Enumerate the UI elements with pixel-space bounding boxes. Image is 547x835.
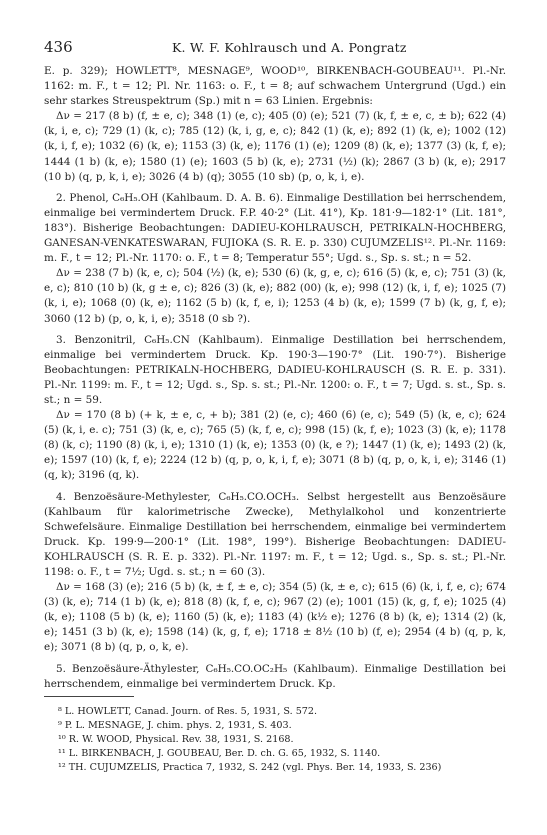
footnote-9: ⁹ P. L. MESNAGE, J. chim. phys. 2, 1931, S. 403. [58,719,292,731]
paragraph-aethylester: 5. Benzoësäure-Äthylester, C₆H₅.CO.OC₂H₅ (Kahlbaum). Einmalige Destillation bei herrschendem, einmalige bei vermindertem Druck. Kp. [44,662,506,690]
footnote-rule [44,696,134,697]
running-title: K. W. F. Kohlrausch und A. Pongratz [172,40,407,55]
page-number: 436 [44,38,73,56]
paragraph-phenol: 2. Phenol, C₆H₅.OH (Kahlbaum. D. A. B. 6). Einmalige Destillation bei herrschendem, einmalige bei vermindertem Druck. F.P. 40·2° (Lit. 41°), Kp. 181·9—182·1° (Lit. 181°, 183°). Bisherige Beobachtungen: DADIEU-KOHLRAUSCH, PETRIKALN-HOCHBERG, GANESAN-VENKATESWARAN, FUJIOKA (S. R. E. p. 330) CUJUMZELIS¹². Pl.-Nr. 1169: m. F., t = 12; Pl.-Nr. 1170: o. F., t = 8; Temperatur 55°; Ugd. s., Sp. s. st.; n = 52. [44,191,506,265]
page [44,38,506,775]
page-header [44,38,506,64]
footnote-11: ¹¹ L. BIRKENBACH, J. GOUBEAU, Ber. D. ch. G. 65, 1932, S. 1140. [58,747,381,759]
paragraph-phenol-shifts: Δν = 238 (7 b) (k, e, c); 504 (½) (k, e); 530 (6) (k, g, e, c); 616 (5) (k, e, c); 751 (3) (k, e, c); 810 (10 b) (k, g ± e, c); 826 (3) (k, e); 882 (00) (k, e); 998 (12) (k, i, f, e); 1025 (7) (k, i, e); 1068 (0) (k, e); 1162 (5 b) (k, f, e, i); 1253 (4 b) (k, e); 1599 (7 b) (k, g, f, e); 3060 (12 b) (p, o, k, i, e); 3518 (0 sb ?). [44,267,506,325]
paragraph-howlett: E. p. 329); HOWLETT⁸, MESNAGE⁹, WOOD¹⁰, BIRKENBACH-GOUBEAU¹¹. Pl.-Nr. 1162: m. F., t = 12; Pl. Nr. 1163: o. F., t = 8; auf schwachem Untergrund (Ugd.) ein sehr starkes Streuspektrum (Sp.) mit n = 63 Linien. Ergebnis: [44,65,506,108]
footnote-12: ¹² TH. CUJUMZELIS, Practica 7, 1932, S. 242 (vgl. Phys. Ber. 14, 1933, S. 236) [58,761,442,773]
footnote-10: ¹⁰ R. W. WOOD, Physical. Rev. 38, 1931, S. 2168. [58,733,294,745]
footnote-8: ⁸ L. HOWLETT, Canad. Journ. of Res. 5, 1931, S. 572. [58,705,318,717]
paragraph-methylester: 4. Benzoësäure-Methylester, C₆H₅.CO.OCH₃. Selbst hergestellt aus Benzoësäure (Kahlbaum für kalorimetrische Zwecke), Methylalkohol und konzentrierte Schwefelsäure. Einmalige Destillation bei herrschendem, einmalige bei vermindertem Druck. Kp. 199·9—200·1° (Lit. 198°, 199°). Bisherige Beobachtungen: DADIEU-KOHLRAUSCH (S. R. E. p. 332). Pl.-Nr. 1197: m. F., t = 12; Ugd. s., Sp. s. st.; Pl.-Nr. 1198: o. F., t = 7½; Ugd. s. st.; n = 60 (3). [44,490,506,578]
paragraph-methylester-shifts: Δν = 168 (3) (e); 216 (5 b) (k, ± f, ± e, c); 354 (5) (k, ± e, c); 615 (6) (k, i, f, e, c); 674 (3) (k, e); 714 (1 b) (k, e); 818 (8) (k, f, e, c); 967 (2) (e); 1001 (15) (k, g, f, e); 1025 (4) (k, e); 1108 (5 b) (k, e); 1160 (5) (k, e); 1183 (4) (k½ e); 1276 (8 b) (k, e); 1314 (2) (k, e); 1451 (3 b) (k, e); 1598 (14) (k, g, f, e); 1718 ± 8½ (10 b) (f, e); 2954 (4 b) (q, p, k, e); 3071 (8 b) (q, p, o, k, e). [44,581,506,654]
paragraph-toluene-shifts: Δν = 217 (8 b) (f, ± e, c); 348 (1) (e, c); 405 (0) (e); 521 (7) (k, f, ± e, c, ± b); 622 (4) (k, i, e, c); 729 (1) (k, c); 785 (12) (k, i, g, e, c); 842 (1) (k, e); 892 (1) (k, e); 1002 (12) (k, i, f, e); 1032 (6) (k, e); 1153 (3) (k, e); 1176 (1) (e); 1209 (8) (k, e); 1377 (3) (k, f, e); 1444 (1 b) (k, e); 1580 (1) (e); 1603 (5 b) (k, e); 2731 (½) (k); 2867 (3 b) (k, e); 2917 (10 b) (q, p, k, i, e); 3026 (4 b) (q); 3055 (10 sb) (p, o, k, i, e). [44,110,506,183]
paragraph-benzonitril: 3. Benzonitril, C₆H₅.CN (Kahlbaum). Einmalige Destillation bei herrschendem, einmalige bei vermindertem Druck. Kp. 190·3—190·7° (Lit. 190·7°). Bisherige Beobachtungen: PETRIKALN-HOCHBERG, DADIEU-KOHLRAUSCH (S. R. E. p. 331). Pl.-Nr. 1199: m. F., t = 12; Ugd. s., Sp. s. st.; Pl.-Nr. 1200: o. F., t = 7; Ugd. s. st., Sp. s. st.; n = 59. [44,333,506,406]
body-text [44,64,506,692]
paragraph-benzonitril-shifts: Δν = 170 (8 b) (+ k, ± e, c, + b); 381 (2) (e, c); 460 (6) (e, c); 549 (5) (k, e, c); 624 (5) (k, i, e. c); 751 (3) (k, e, c); 765 (5) (k, f, e, c); 998 (15) (k, f, e); 1023 (3) (k, e); 1178 (8) (k, c); 1190 (8) (k, i, e); 1310 (1) (k, e); 1353 (0) (k, e ?); 1447 (1) (k, e); 1493 (2) (k, e); 1597 (10) (k, f, e); 2224 (12 b) (q, p, o, k, i, f, e); 3071 (8 b) (q, p, o, k, i, e); 3146 (1) (q, k); 3196 (q, k). [44,409,506,482]
footnotes [44,705,506,775]
